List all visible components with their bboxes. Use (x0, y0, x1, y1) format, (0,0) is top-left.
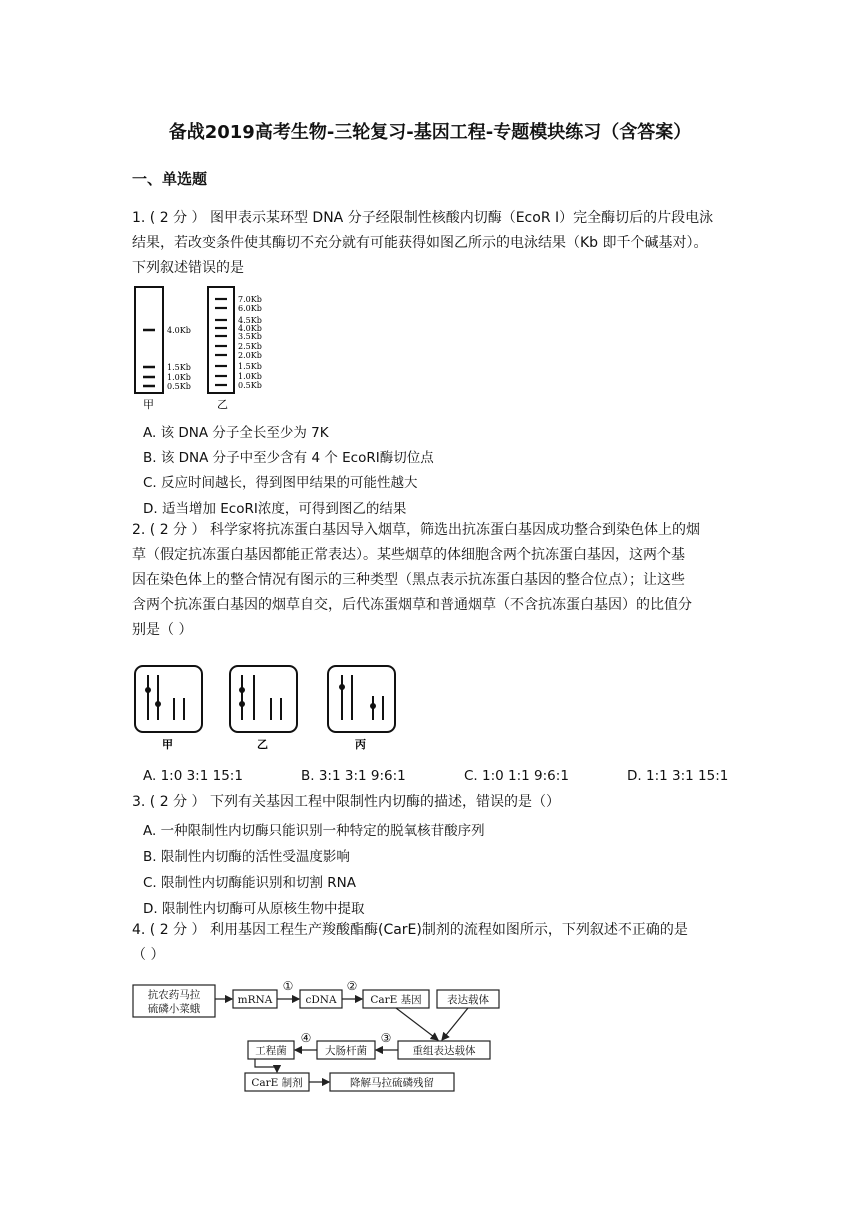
question-3-option-c[interactable]: C. 限制性内切酶能识别和切割 RNA (143, 875, 357, 891)
band-label-yi-0-5: 0.5Kb (238, 381, 262, 390)
question-2-option-b[interactable]: B. 3:1 3:1 9:6:1 (301, 768, 406, 784)
step-4-label: ④ (300, 1031, 312, 1045)
band-label-jia-0-5: 0.5Kb (167, 382, 191, 391)
cell-label-yi: 乙 (257, 738, 268, 751)
flow-mrna: mRNA (237, 994, 273, 1006)
question-2-option-d[interactable]: D. 1:1 3:1 15:1 (627, 768, 729, 784)
question-3-option-b[interactable]: B. 限制性内切酶的活性受温度影响 (143, 849, 350, 865)
band-label-yi-7: 7.0Kb (238, 295, 262, 304)
electrophoresis-figure (128, 284, 278, 414)
flow-recombinant: 重组表达载体 (412, 1045, 476, 1057)
band-label-yi-6: 6.0Kb (238, 304, 262, 313)
band-label-yi-4: 4.0Kb (238, 324, 262, 333)
cell-bing (328, 666, 395, 732)
arrow-vector-recombinant (442, 1008, 468, 1040)
question-4-stem (132, 918, 732, 968)
band-label-yi-4-5: 4.5Kb (238, 316, 262, 325)
question-1-option-c[interactable]: C. 反应时间越长，得到图甲结果的可能性越大 (143, 475, 418, 491)
question-1-stem (132, 206, 732, 281)
question-4-line-2: （ ） (132, 947, 165, 963)
flow-ecoli: 大肠杆菌 (325, 1045, 367, 1057)
gene-dot-bing-2 (370, 703, 376, 709)
question-2-option-c[interactable]: C. 1:0 1:1 9:6:1 (464, 768, 569, 784)
band-label-yi-3-5: 3.5Kb (238, 332, 262, 341)
question-2-line-3: 因在染色体上的整合情况有图示的三种类型（黑点表示抗冻蛋白基因的整合位点）；让这些 (132, 572, 685, 588)
question-1-option-a[interactable]: A. 该 DNA 分子全长至少为 7K (143, 425, 329, 441)
question-3-option-d[interactable]: D. 限制性内切酶可从原核生物中提取 (143, 901, 365, 917)
flow-source-line1: 抗农药马拉 (147, 989, 201, 1001)
band-label-jia-1-5: 1.5Kb (167, 363, 191, 372)
question-3-stem: 3. ( 2 分 ） 下列有关基因工程中限制性内切酶的描述，错误的是（） (132, 794, 560, 810)
question-1-option-b[interactable]: B. 该 DNA 分子中至少含有 4 个 EcoRⅠ酶切位点 (143, 450, 434, 466)
question-1-line-2: 结果，若改变条件使其酶切不充分就有可能获得如图乙所示的电泳结果（Kb 即千个碱基对）。 (132, 235, 708, 251)
section-heading: 一、单选题 (132, 170, 208, 188)
step-2-label: ② (346, 979, 358, 993)
question-2-options (143, 768, 743, 784)
flow-vector: 表达载体 (447, 994, 489, 1006)
question-2-option-a[interactable]: A. 1:0 3:1 15:1 (143, 768, 243, 784)
question-2-line-1: 2. ( 2 分 ） 科学家将抗冻蛋白基因导入烟草，筛选出抗冻蛋白基因成功整合到染色体上的烟 (132, 522, 700, 538)
arrow-gene-recombinant (396, 1008, 438, 1040)
gene-dot-yi-1 (239, 687, 245, 693)
question-2-stem (132, 518, 732, 643)
flow-cdna: cDNA (305, 994, 337, 1006)
band-label-yi-2: 2.0Kb (238, 351, 262, 360)
flow-diagram (128, 978, 508, 1096)
figure-label-jia: 甲 (143, 398, 154, 411)
band-label-jia-4: 4.0Kb (167, 326, 191, 335)
question-4-line-1: 4. ( 2 分 ） 利用基因工程生产羧酸酯酶(CarE)制剂的流程如图所示，下列叙述不正确的是 (132, 922, 688, 938)
gel-lane-yi (208, 287, 234, 393)
band-label-yi-1: 1.0Kb (238, 372, 262, 381)
question-1-line-3: 下列叙述错误的是 (132, 260, 244, 276)
band-label-jia-1: 1.0Kb (167, 373, 191, 382)
flow-care-gene: CarE 基因 (370, 994, 422, 1006)
gene-dot-jia-2 (155, 701, 161, 707)
arrow-engineered-product (255, 1059, 277, 1072)
cell-yi (230, 666, 297, 732)
question-1-option-d[interactable]: D. 适当增加 EcoRⅠ浓度，可得到图乙的结果 (143, 501, 407, 517)
gene-dot-jia-1 (145, 687, 151, 693)
flow-source-line2: 硫磷小菜蛾 (147, 1003, 201, 1015)
question-3-option-a[interactable]: A. 一种限制性内切酶只能识别一种特定的脱氧核苷酸序列 (143, 823, 485, 839)
gene-dot-bing-1 (339, 684, 345, 690)
flow-use: 降解马拉硫磷残留 (350, 1077, 434, 1089)
gene-dot-yi-2 (239, 701, 245, 707)
question-2-line-2: 草（假定抗冻蛋白基因都能正常表达）。某些烟草的体细胞含两个抗冻蛋白基因，这两个基 (132, 547, 685, 563)
flow-product: CarE 制剂 (251, 1077, 303, 1089)
band-label-yi-2-5: 2.5Kb (238, 342, 262, 351)
page-title: 备战2019高考生物-三轮复习-基因工程-专题模块练习（含答案） (168, 122, 692, 143)
flow-engineered: 工程菌 (255, 1045, 287, 1057)
cell-label-bing: 丙 (355, 738, 366, 751)
step-1-label: ① (282, 979, 294, 993)
figure-label-yi: 乙 (217, 398, 228, 411)
question-2-line-4: 含两个抗冻蛋白基因的烟草自交，后代冻蛋烟草和普通烟草（不含抗冻蛋白基因）的比值分 (132, 597, 692, 613)
chromosome-figure (128, 660, 408, 752)
band-label-yi-1-5: 1.5Kb (238, 362, 262, 371)
cell-label-jia: 甲 (162, 738, 173, 751)
cell-jia (135, 666, 202, 732)
question-1-line-1: 1. ( 2 分 ） 图甲表示某环型 DNA 分子经限制性核酸内切酶（EcoR Ⅰ）完全酶切后的片段电泳 (132, 210, 714, 226)
step-3-label: ③ (380, 1031, 392, 1045)
question-2-line-5: 别是（ ） (132, 622, 193, 638)
